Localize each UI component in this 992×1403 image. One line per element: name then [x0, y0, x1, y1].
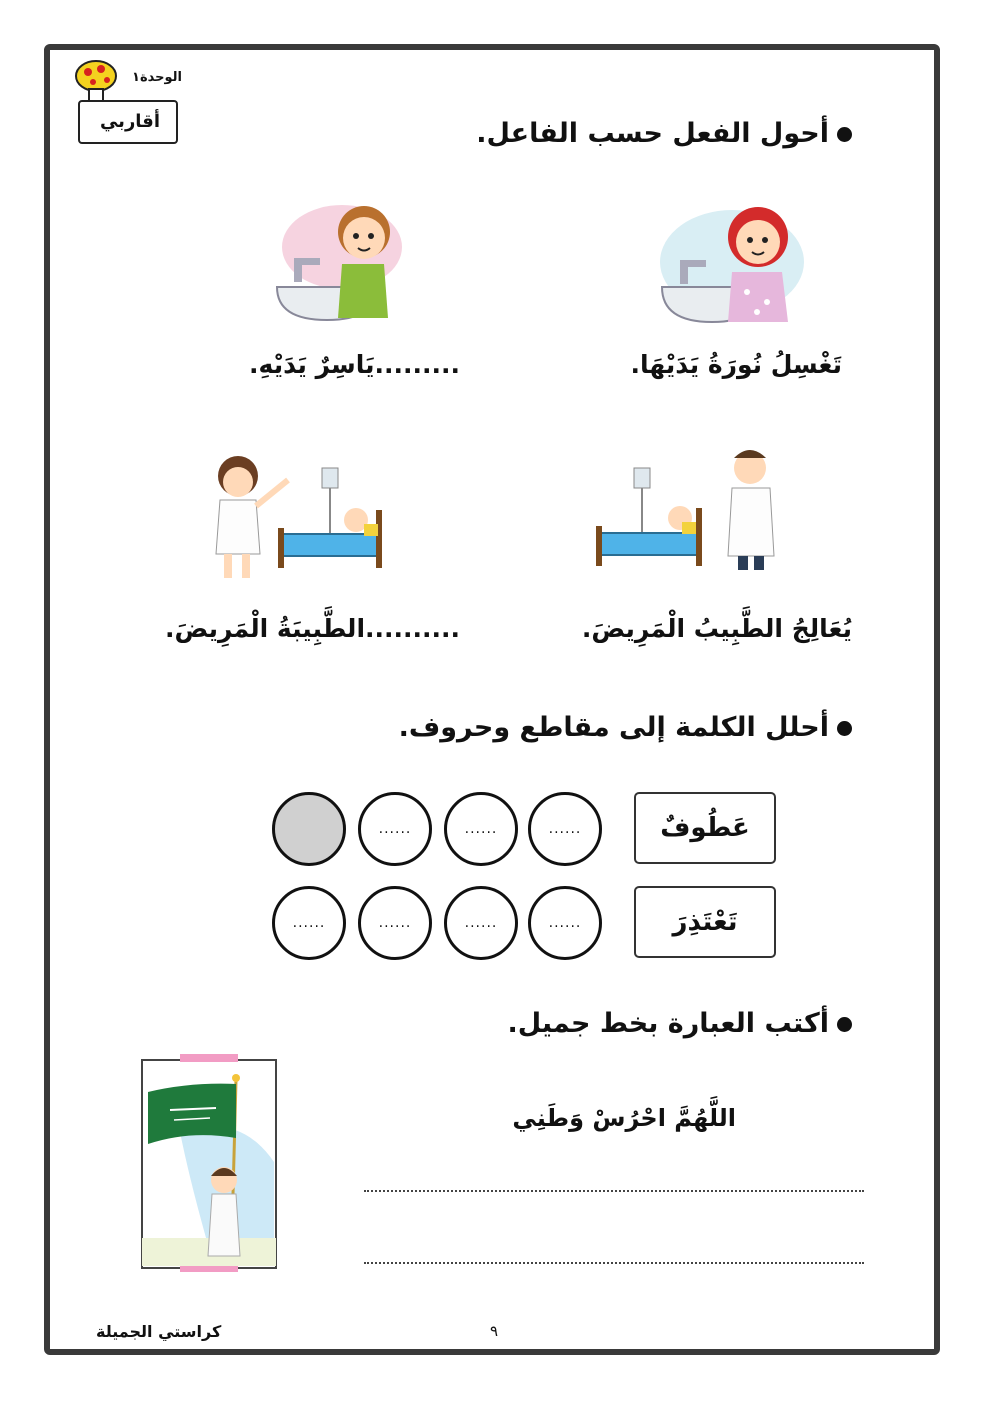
sentence-2-example: يُعَالِجُ الطَّبِيبُ الْمَرِيضَ. [581, 614, 852, 643]
footer-book-title: كراستي الجميلة [96, 1322, 222, 1341]
word-box-1: عَطُوفٌ [634, 792, 776, 864]
boy-with-flag-image [140, 1052, 278, 1276]
section3-heading: أكتب العبارة بخط جميل. [508, 1008, 852, 1039]
letter-circle[interactable]: ...... [358, 792, 432, 866]
letter-circle[interactable]: ...... [444, 792, 518, 866]
unit-label: الوحدة١ [132, 70, 182, 85]
bullet-icon [837, 127, 852, 142]
unit-title: أقاربي [99, 111, 161, 132]
sentence-2-exercise: ..........الطَّبِيبَةُ الْمَرِيضَ. [164, 614, 460, 643]
bullet-icon [837, 1017, 852, 1032]
doctor-patient-image [592, 438, 804, 574]
letter-circle-unused [272, 792, 346, 866]
letter-circle[interactable]: ...... [358, 886, 432, 960]
girl-washing-hands-image [652, 192, 808, 326]
phrase-to-copy: اللَّهُمَّ احْرُسْ وَطَنِي [512, 1104, 736, 1132]
word-box-2: تَعْتَذِرَ [634, 886, 776, 958]
section1-heading: أحول الفعل حسب الفاعل. [476, 118, 852, 149]
letter-circle[interactable]: ...... [528, 792, 602, 866]
sentence-1-exercise: .........يَاسِرٌ يَدَيْهِ. [249, 350, 460, 379]
female-doctor-patient-image [206, 436, 386, 582]
boy-washing-hands-image [272, 192, 432, 322]
letter-circle[interactable]: ...... [272, 886, 346, 960]
section2-heading: أحلل الكلمة إلى مقاطع وحروف. [399, 712, 852, 743]
writing-line-1[interactable] [364, 1190, 864, 1192]
letter-circle[interactable]: ...... [528, 886, 602, 960]
writing-line-2[interactable] [364, 1262, 864, 1264]
page-number: ٩ [490, 1322, 499, 1340]
letter-circle[interactable]: ...... [444, 886, 518, 960]
bullet-icon [837, 721, 852, 736]
sentence-1-example: تَغْسِلُ نُورَةُ يَدَيْهَا. [630, 350, 842, 379]
